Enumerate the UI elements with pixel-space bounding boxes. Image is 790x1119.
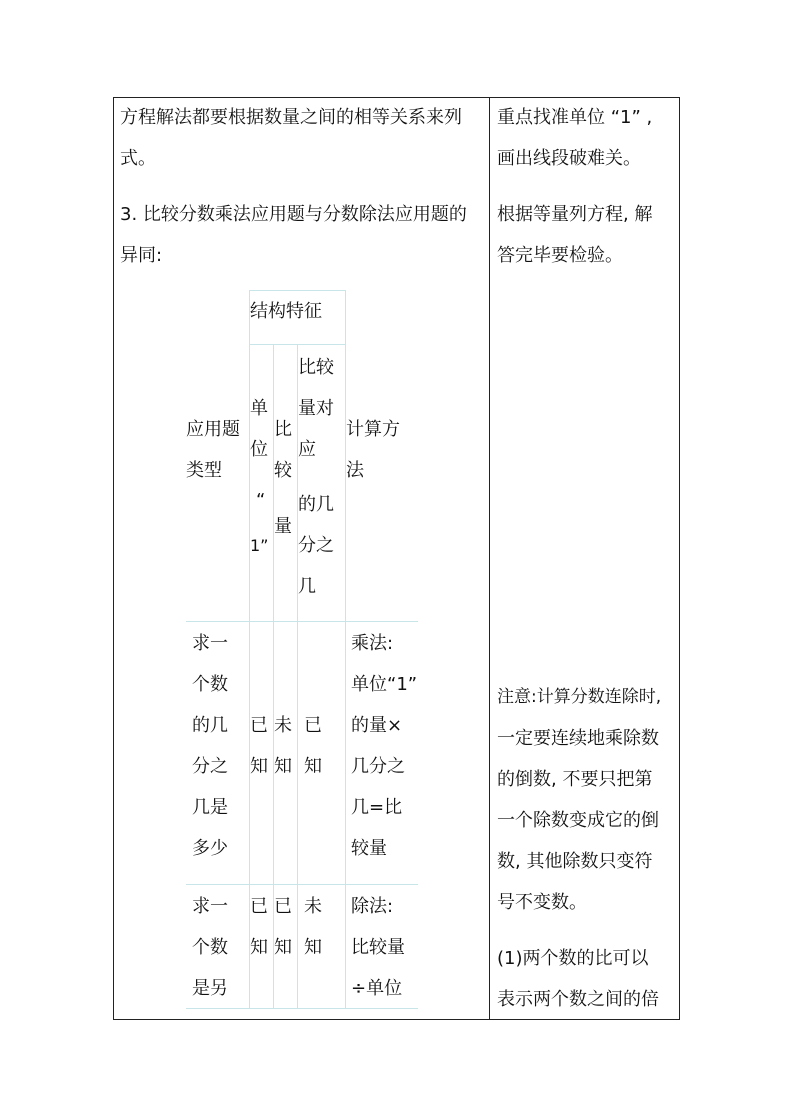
row1-type-5: 几是: [192, 797, 228, 818]
right-note3-line3: 的倒数, 不要只把第: [497, 769, 653, 790]
header-unit-1: 单: [250, 398, 268, 419]
right-note3-line1: 注意:计算分数连除时,: [497, 687, 662, 707]
right-note1-line1: 重点找准单位 “1” ,: [497, 107, 653, 128]
header-structure-features: 结构特征: [250, 301, 322, 322]
row1-type-2: 个数: [192, 674, 228, 695]
row2-method-3: ÷单位: [351, 978, 403, 999]
right-note3-line2: 一定要连续地乘除数: [497, 728, 659, 749]
row1-unit-1: 已: [250, 715, 268, 736]
header-fraction-1: 比较: [298, 357, 334, 378]
row2-compare-1: 已: [274, 896, 292, 917]
header-fraction-2: 量对: [298, 398, 334, 419]
header-compare-2: 较: [274, 460, 292, 481]
header-unit-4: 1”: [250, 536, 269, 555]
right-note3-line4: 一个除数变成它的倒: [497, 810, 659, 831]
row2-fraction-1: 未: [304, 896, 322, 917]
header-unit-3: “: [256, 490, 266, 511]
header-fraction-3: 应: [298, 439, 316, 460]
header-unit-2: 位: [250, 439, 268, 460]
row1-method-5: 几=比: [351, 797, 403, 818]
row1-method-1: 乘法:: [351, 633, 394, 654]
header-fraction-6: 几: [298, 576, 316, 597]
header-type-line1: 应用题: [186, 419, 240, 440]
row1-unit-2: 知: [250, 756, 268, 777]
row1-compare-1: 未: [274, 715, 292, 736]
left-para1-line2: 式。: [120, 148, 156, 169]
left-para1-line1: 方程解法都要根据数量之间的相等关系来列: [120, 107, 462, 128]
right-note4-line2: 表示两个数之间的倍: [497, 989, 659, 1010]
header-type-line2: 类型: [186, 460, 222, 481]
row2-method-1: 除法:: [351, 896, 394, 917]
left-para2-line2: 异同:: [120, 245, 163, 266]
right-note4-line1: (1)两个数的比可以: [497, 948, 649, 969]
left-para2-line1: 3. 比较分数乘法应用题与分数除法应用题的: [120, 204, 467, 225]
row1-method-6: 较量: [351, 838, 387, 859]
row1-type-6: 多少: [192, 838, 228, 859]
row2-unit-2: 知: [250, 937, 268, 958]
row1-type-4: 分之: [192, 756, 228, 777]
row2-unit-1: 已: [250, 896, 268, 917]
row1-type-1: 求一: [192, 633, 228, 654]
row1-method-3: 的量×: [351, 715, 403, 736]
header-method-1: 计算方: [346, 419, 400, 440]
header-method-2: 法: [346, 460, 364, 481]
row1-fraction-2: 知: [304, 756, 322, 777]
row2-method-2: 比较量: [351, 937, 405, 958]
row2-type-3: 是另: [192, 978, 228, 999]
row2-compare-2: 知: [274, 937, 292, 958]
column-divider: [489, 97, 490, 1020]
right-note3-line5: 数, 其他除数只变符: [497, 851, 653, 872]
right-note2-line2: 答完毕要检验。: [497, 245, 623, 266]
header-compare-1: 比: [274, 419, 292, 440]
header-fraction-4: 的几: [298, 494, 334, 515]
row2-type-2: 个数: [192, 937, 228, 958]
row1-method-2: 单位“1”: [351, 674, 418, 695]
row1-compare-2: 知: [274, 756, 292, 777]
row1-fraction-1: 已: [304, 715, 322, 736]
header-fraction-5: 分之: [298, 535, 334, 556]
row2-fraction-2: 知: [304, 937, 322, 958]
row1-type-3: 的几: [192, 715, 228, 736]
right-note3-line6: 号不变数。: [497, 892, 587, 913]
row2-type-1: 求一: [192, 896, 228, 917]
right-note2-line1: 根据等量列方程, 解: [497, 204, 653, 225]
right-note1-line2: 画出线段破难关。: [497, 148, 641, 169]
row1-method-4: 几分之: [351, 756, 405, 777]
header-compare-3: 量: [274, 516, 292, 537]
